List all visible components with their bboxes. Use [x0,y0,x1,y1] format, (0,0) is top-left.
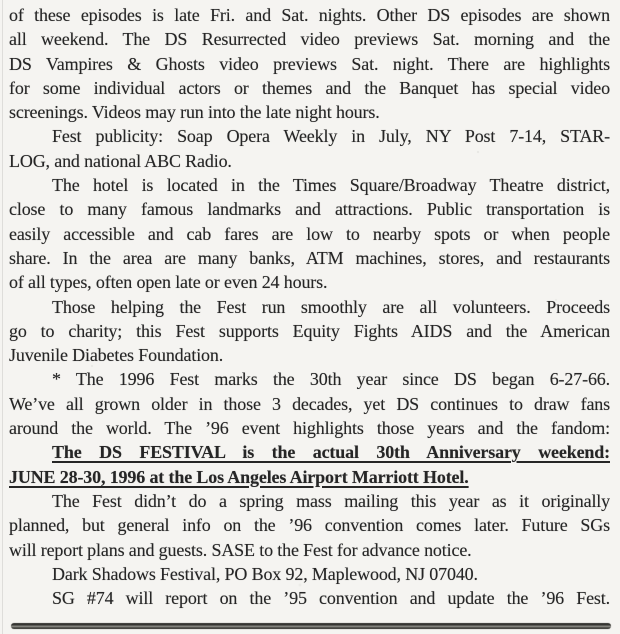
text-line: Dark Shadows Festival, PO Box 92, Maplewood, NJ 07040. [52,563,478,584]
text-line: Juvenile Diabetes Foundation. [9,345,224,366]
scan-edge-artifact [2,0,3,634]
text-line: The hotel is located in the Times Square/Broadway Theatre district, [52,175,610,196]
text-line: We’ve all grown older in those 3 decades, yet DS continues to draw fans [9,393,610,414]
text-line: Those helping the Fest run smoothly are all volunteers. Proceeds [52,296,610,317]
text-line: planned, but general info on the ’96 convention comes later. Future SGs [9,515,610,536]
text-line: go to charity; this Fest supports Equity Fights AIDS and the American [9,320,610,341]
text-line: The DS FESTIVAL is the actual 30th Anniversary weekend: [52,442,610,463]
text-line: of all types, often open late or even 24 hours. [9,272,328,293]
text-line: screenings. Videos may run into the late night hours. [9,102,380,123]
text-line: SG #74 will report on the ’95 convention and update the ’96 Fest. [52,588,610,609]
text-line: all weekend. The DS Resurrected video previews Sat. morning and the [9,29,610,50]
text-line: share. In the area are many banks, ATM machines, stores, and restaurants [9,247,610,268]
text-line: will report plans and guests. SASE to the Fest for advance notice. [9,539,472,560]
text-line: around the world. The ’96 event highlights those years and the fandom: [9,418,610,439]
bottom-divider-rule [11,623,611,629]
text-line: * The 1996 Fest marks the 30th year since DS began 6-27-66. [52,369,610,390]
text-line: Fest publicity: Soap Opera Weekly in July, NY Post 7-14, STAR- [52,126,610,147]
text-line: JUNE 28-30, 1996 at the Los Angeles Airport Marriott Hotel. [9,466,469,487]
text-line: DS Vampires & Ghosts video previews Sat. night. There are highlights [9,53,610,74]
text-line: of these episodes is late Fri. and Sat. nights. Other DS episodes are shown [9,5,610,25]
text-line: for some individual actors or themes and the Banquet has special video [9,77,610,98]
text-line: easily accessible and cab fares are low to nearby spots or when people [9,223,610,244]
text-line: The Fest didn’t do a spring mass mailing this year as it originally [52,490,610,511]
body-text [9,3,610,610]
text-line: LOG, and national ABC Radio. [9,150,232,171]
text-line: close to many famous landmarks and attractions. Public transportation is [9,199,610,220]
